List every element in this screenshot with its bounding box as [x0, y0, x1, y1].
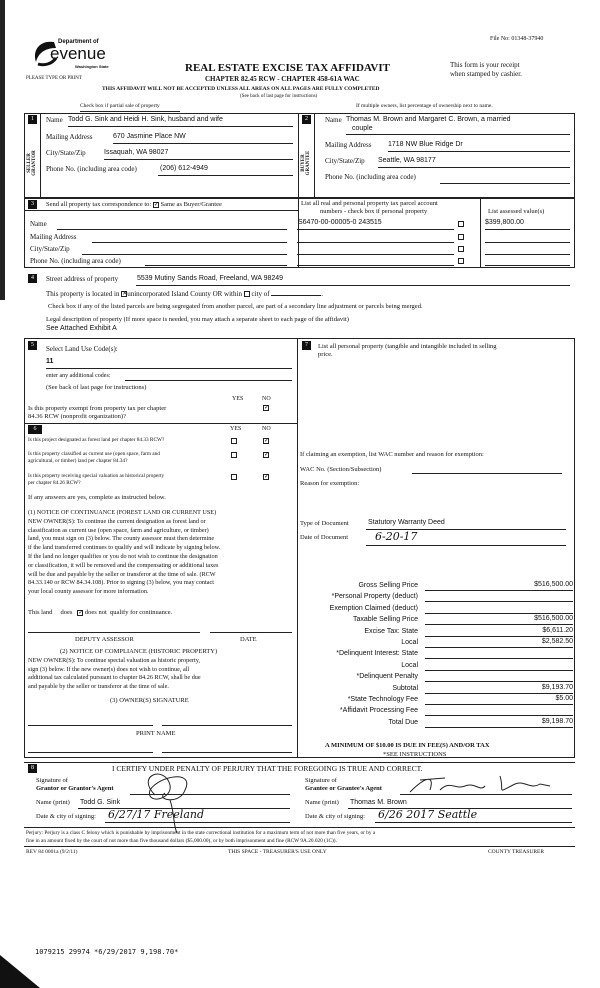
notice1-line: (1) NOTICE OF CONTINUANCE (FOREST LAND OR CURRENT USE) — [28, 509, 217, 516]
section-number-2: 2 — [302, 115, 311, 124]
grantor-signature — [125, 765, 205, 835]
exempt-no-checkbox[interactable]: ✓ — [264, 405, 270, 411]
summary-value-field[interactable]: $6,611.20 — [425, 627, 573, 637]
current-use-no-checkbox[interactable]: ✓ — [264, 452, 270, 458]
forest-no-checkbox[interactable]: ✓ — [264, 438, 270, 444]
section-number-5: 5 — [28, 341, 37, 350]
seller-city-field[interactable]: Issaquah, WA 98027 — [104, 149, 169, 156]
seller-city-label: City/State/Zip — [46, 149, 86, 157]
deputy-assessor-label: DEPUTY ASSESSOR — [75, 636, 134, 643]
logo-name: evenue — [50, 44, 106, 63]
print-name-field-1[interactable] — [28, 752, 153, 753]
summary-label: *Personal Property (deduct) — [331, 593, 418, 601]
grantor-date-label: Date & city of signing: — [36, 813, 96, 820]
summary-value-field[interactable]: $516,500.00 — [425, 615, 573, 625]
send-to-text: Send all property tax correspondence to: — [46, 201, 152, 208]
buyer-name-label: Name — [325, 116, 342, 124]
grantee-name-label: Name (print) — [305, 799, 339, 806]
seller-grantor-label: SELLER GRANTOR — [27, 150, 37, 176]
corr-phone-field[interactable] — [145, 265, 287, 266]
personal-property-checkbox-3[interactable] — [458, 246, 464, 252]
chapter: CHAPTER 82.45 RCW - CHAPTER 458-61A WAC — [205, 75, 360, 83]
notice2-line: and payable by the seller or transferor at the time of sale. — [28, 683, 169, 691]
doc-date-label: Date of Document — [300, 534, 349, 541]
summary-value-field[interactable]: $5.00 — [425, 695, 573, 705]
buyer-address-field[interactable]: 1718 NW Blue Ridge Dr — [388, 141, 463, 148]
land-use-label: Select Land Use Code(s): — [46, 345, 118, 353]
does-not-checkbox[interactable]: ✓ — [78, 609, 84, 616]
location-line: This property is located in ✕unincorporated Island County OR within city of . — [46, 290, 324, 298]
doc-type-field[interactable]: Statutory Warranty Deed — [368, 519, 445, 526]
same-as-buyer-label: Same as Buyer/Grantee — [160, 201, 222, 208]
assessor-date-label: DATE — [240, 636, 257, 643]
personal-property-checkbox-1[interactable] — [458, 221, 464, 227]
receipt-note: This form is your receipt — [450, 61, 520, 69]
form-revision: REV 84 0001a (9/2/11) — [26, 849, 78, 855]
corr-address-field[interactable] — [92, 242, 287, 243]
personal-property-label-2: price. — [318, 351, 333, 358]
reason-label: Reason for exemption: — [300, 480, 360, 487]
notice2-line: sign (3) below. If the new owner(s) does not wish to continue, all — [28, 665, 190, 673]
summary-label: *State Technology Fee — [347, 696, 418, 703]
corr-address-label: Mailing Address — [30, 233, 77, 241]
doc-date-field[interactable]: 6-20-17 — [375, 530, 418, 543]
summary-value-field[interactable]: $9,193.70 — [425, 684, 573, 694]
located-text: This property is located in — [46, 290, 120, 298]
notice-continuance — [28, 509, 220, 597]
current-use-yes-checkbox[interactable] — [231, 452, 237, 458]
dor-logo — [30, 36, 110, 76]
summary-label: *Affidavit Processing Fee — [339, 707, 418, 715]
seller-phone-label: Phone No. (including area code) — [46, 165, 137, 173]
buyer-city-label: City/State/Zip — [325, 157, 365, 165]
personal-property-checkbox-2[interactable] — [458, 234, 464, 240]
current-use-question-2: agricultural, or timber) land per chapter 84.34? — [28, 458, 128, 464]
county-treasurer-label: COUNTY TREASURER — [488, 849, 545, 855]
summary-label: Total Due — [388, 718, 418, 726]
land-use-see-back: (See back of last page for instructions) — [46, 384, 147, 391]
historical-question: Is this property receiving special valuation as historical property — [28, 473, 165, 479]
legal-description-field[interactable]: See Attached Exhibit A — [46, 325, 117, 332]
treasurer-receipt-stamp: 1079215 29974 *6/29/2017 9,198.70* — [35, 948, 179, 956]
historical-no-checkbox[interactable]: ✓ — [264, 474, 270, 480]
please-type: PLEASE TYPE OR PRINT — [26, 76, 82, 81]
section-number-1: 1 — [28, 115, 37, 124]
notice2-line: NEW OWNER(S): To continue special valuation as historic property, — [28, 656, 200, 664]
buyer-phone-label: Phone No. (including area code) — [325, 173, 416, 181]
notice1-line: NEW OWNER(S): To continue the current designation as forest land or — [28, 517, 206, 525]
logo-dept: Department of — [58, 39, 99, 45]
treasurer-space-label: THIS SPACE - TREASURER'S USE ONLY — [228, 849, 327, 855]
summary-value-field[interactable] — [425, 706, 573, 716]
summary-value-field[interactable] — [425, 661, 573, 671]
buyer-phone-field[interactable] — [440, 183, 570, 184]
notice2-line: additional tax calculated pursuant to chapter 84.26 RCW, shall be due — [28, 674, 201, 682]
send-to-label — [46, 201, 222, 208]
additional-codes-label: enter any additional codes: — [46, 373, 111, 379]
logo-state: Washington State — [75, 64, 109, 69]
grantee-date-field[interactable]: 6/26 2017 Seattle — [378, 808, 478, 821]
land-use-code-field[interactable]: 11 — [46, 358, 54, 365]
qualify-line — [28, 609, 172, 616]
seller-address-field[interactable]: 670 Jasmine Place NW — [113, 133, 186, 140]
receipt-note-2: when stamped by cashier. — [450, 70, 522, 78]
owner-signature-label: (3) OWNER(S) SIGNATURE — [110, 697, 189, 704]
perjury-note: Perjury: Perjury is a class C felony which is punishable by imprisonment in the state correctional institution for a maximum term of not more than five years, or by a — [26, 830, 376, 836]
current-use-question: Is this property classified as current use (open space, farm and — [28, 451, 160, 457]
street-address-field[interactable]: 5539 Mutiny Sands Road, Freeland, WA 98249 — [137, 275, 284, 282]
yes-header-5: YES — [232, 396, 244, 402]
warning: THIS AFFIDAVIT WILL NOT BE ACCEPTED UNLESS ALL AREAS ON ALL PAGES ARE FULLY COMPLETED — [102, 86, 380, 92]
notice1-line: classification as current use (open space, farm and agriculture, or timber) — [28, 526, 209, 534]
unincorporated-label: unincorporated Island County OR within — [127, 290, 242, 298]
summary-label: *Delinquent Interest: State — [336, 650, 418, 658]
doc-type-label: Type of Document — [300, 520, 349, 527]
corr-name-label: Name — [30, 220, 47, 228]
section-number-7: 7 — [302, 341, 311, 350]
section-number-6: 6 — [28, 425, 42, 434]
city-label: city of — [251, 290, 270, 298]
summary-label: Excise Tax: State — [364, 627, 418, 635]
summary-label: Exemption Claimed (deduct) — [329, 604, 418, 612]
historical-question-2: per chapter 84.26 RCW? — [28, 480, 81, 486]
street-address-label: Street address of property — [46, 275, 119, 283]
notice1-line: or classification, it will be removed and the compensating or additional taxes — [28, 561, 219, 569]
this-land-text: This land — [28, 609, 53, 616]
grantor-name-label: Name (print) — [36, 799, 70, 806]
notice1-line: if the land transferred continues to qualify and will indicate by signing below. — [28, 544, 221, 552]
corr-city-label: City/State/Zip — [30, 245, 70, 253]
summary-value-field[interactable] — [425, 592, 573, 602]
parcel-header-2: numbers - check box if personal property — [320, 208, 428, 215]
seller-address-label: Mailing Address — [46, 133, 93, 141]
forest-land-question: Is this project designated as forest land per chapter 84.33 RCW? — [28, 437, 165, 443]
seller-phone-field[interactable]: (206) 612-4949 — [160, 165, 208, 172]
corr-phone-label: Phone No. (including area code) — [30, 257, 121, 265]
minimum-due-note: A MINIMUM OF $10.00 IS DUE IN FEE(S) AND/OR TAX — [325, 742, 490, 749]
does-not-option[interactable]: does not — [84, 609, 107, 616]
wac-label: WAC No. (Section/Subsection) — [300, 466, 382, 473]
see-instructions: *SEE INSTRUCTIONS — [383, 751, 447, 758]
parcel-number-1[interactable]: S6470-00-00005-0 243515 — [298, 219, 382, 226]
print-name-label: PRINT NAME — [136, 730, 176, 737]
summary-label: Subtotal — [392, 684, 418, 692]
section-number-8: 8 — [28, 764, 37, 773]
buyer-city-field[interactable]: Seattle, WA 98177 — [378, 157, 436, 164]
exempt-question-2: 84.36 RCW (nonprofit organization)? — [28, 413, 126, 420]
forest-yes-checkbox[interactable] — [231, 438, 237, 444]
notice2-line: (2) NOTICE OF COMPLIANCE (HISTORIC PROPERTY) — [60, 648, 218, 655]
buyer-name-field[interactable]: Thomas M. Brown and Margaret C. Brown, a married — [346, 116, 511, 123]
corr-name-field[interactable] — [57, 229, 287, 230]
grantee-date-label: Date & city of signing: — [305, 813, 365, 820]
segregated-note: Check box if any of the listed parcels are being segregated from another parcel, are part of a secondary line adjustment or parcels being merged. — [48, 303, 423, 310]
summary-label: Local — [401, 639, 418, 646]
does-option[interactable]: does — [60, 609, 73, 616]
corr-city-field[interactable] — [82, 254, 287, 255]
city-checkbox[interactable] — [244, 291, 250, 297]
summary-value-field[interactable] — [425, 604, 573, 614]
seller-name-label: Name — [46, 116, 63, 124]
print-name-field-2[interactable] — [162, 752, 292, 753]
perjury-note-2: fine in an amount fixed by the court of not more than five thousand dollars ($5,000.00), or by both imprisonment and fine (RCW 9A.20.020 (1C)). — [26, 838, 337, 844]
section-number-3: 3 — [28, 200, 37, 209]
grantee-agent-label: Grantee or Grantee's Agent — [305, 785, 382, 792]
no-header-6: NO — [262, 426, 271, 432]
scan-corner-shadow — [0, 955, 40, 988]
notice1-line: will be due and payable by the seller or transferor at the time of sale. (RCW — [28, 570, 216, 578]
if-yes-note: If any answers are yes, complete as instructed below. — [28, 494, 166, 501]
notice1-line: If the land no longer qualifies or you do not wish to continue the designation — [28, 552, 218, 560]
certification-statement: I CERTIFY UNDER PENALTY OF PERJURY THAT THE FOREGOING IS TRUE AND CORRECT. — [112, 764, 423, 773]
summary-label: Gross Selling Price — [358, 582, 418, 589]
summary-value-field[interactable] — [425, 672, 573, 682]
grantor-name-field[interactable]: Todd G. Sink — [80, 799, 121, 806]
yes-header-6: YES — [230, 426, 242, 432]
assessed-value-1[interactable]: $399,800.00 — [485, 219, 524, 226]
form-title: REAL ESTATE EXCISE TAX AFFIDAVIT — [185, 62, 390, 74]
partial-sale-label: Check box if partial sale of property — [80, 103, 160, 109]
multiple-owners-note: If multiple owners, list percentage of ownership next to name. — [356, 103, 493, 109]
grantor-sig-label: Signature of — [36, 777, 68, 784]
grantee-sig-label: Signature of — [305, 777, 337, 784]
file-number: File No: 01348-37940 — [490, 36, 544, 42]
grantee-name-field[interactable]: Thomas M. Brown — [350, 799, 407, 806]
notice-compliance — [28, 648, 217, 692]
scan-edge — [0, 0, 5, 300]
seller-name-field[interactable]: Todd G. Sink and Heidi H. Sink, husband and wife — [68, 116, 223, 123]
exemption-label: If claiming an exemption, list WAC number and reason for exemption: — [300, 451, 484, 458]
personal-property-checkbox-4[interactable] — [458, 258, 464, 264]
notice1-line: 84.33.140 or RCW 84.34.108). Prior to signing (3) below, you may contact — [28, 579, 214, 587]
summary-label: Taxable Selling Price — [353, 616, 418, 624]
summary-label: *Delinquent Penalty — [356, 673, 418, 681]
assessor-date-field[interactable] — [210, 632, 292, 633]
no-header-5: NO — [262, 396, 271, 402]
summary-value-field[interactable]: $516,500.00 — [425, 581, 573, 591]
buyer-name-field-2[interactable]: couple — [352, 125, 373, 132]
city-field[interactable] — [271, 295, 321, 296]
section-number-4: 4 — [28, 274, 37, 283]
assessed-header: List assessed value(s) — [488, 208, 545, 215]
exempt-question: Is this property exempt from property tax per chapter — [28, 405, 167, 412]
same-as-buyer-checkbox[interactable]: ✓ — [153, 201, 159, 208]
notice1-line: your local county assessor for more information. — [28, 588, 149, 596]
grantor-agent-label: Grantor or Grantor's Agent — [36, 785, 114, 792]
grantee-signature — [405, 772, 555, 796]
buyer-address-label: Mailing Address — [325, 141, 372, 149]
owner-signature-field-2[interactable] — [162, 725, 292, 726]
parcel-header: List all real and personal property tax parcel account — [301, 200, 438, 207]
qualify-text: qualify for continuance. — [110, 609, 173, 616]
deputy-assessor-signature[interactable] — [28, 632, 200, 633]
wac-field[interactable] — [412, 473, 562, 474]
summary-value-field[interactable]: $9,198.70 — [425, 718, 573, 728]
buyer-grantee-label: BUYER GRANTEE — [301, 150, 311, 176]
unincorporated-checkbox[interactable]: ✕ — [122, 291, 128, 298]
additional-codes-field[interactable] — [125, 380, 292, 381]
historical-yes-checkbox[interactable] — [231, 474, 237, 480]
see-back: (See back of last page for instructions) — [240, 94, 318, 99]
personal-property-label: List all personal property (tangible and intangible included in selling — [318, 343, 497, 350]
owner-signature-field-1[interactable] — [28, 725, 153, 726]
summary-label: Local — [401, 661, 418, 669]
legal-description-label: Legal description of property (If more space is needed, you may attach a separate sheet to each page of the affidavit) — [46, 316, 349, 323]
notice1-line: land, you must sign on (3) below. The county assessor must then determine — [28, 535, 215, 543]
summary-value-field[interactable]: $2,582.50 — [425, 638, 573, 648]
summary-value-field[interactable] — [425, 649, 573, 659]
grantor-date-field[interactable]: 6/27/17 Freeland — [108, 808, 205, 821]
